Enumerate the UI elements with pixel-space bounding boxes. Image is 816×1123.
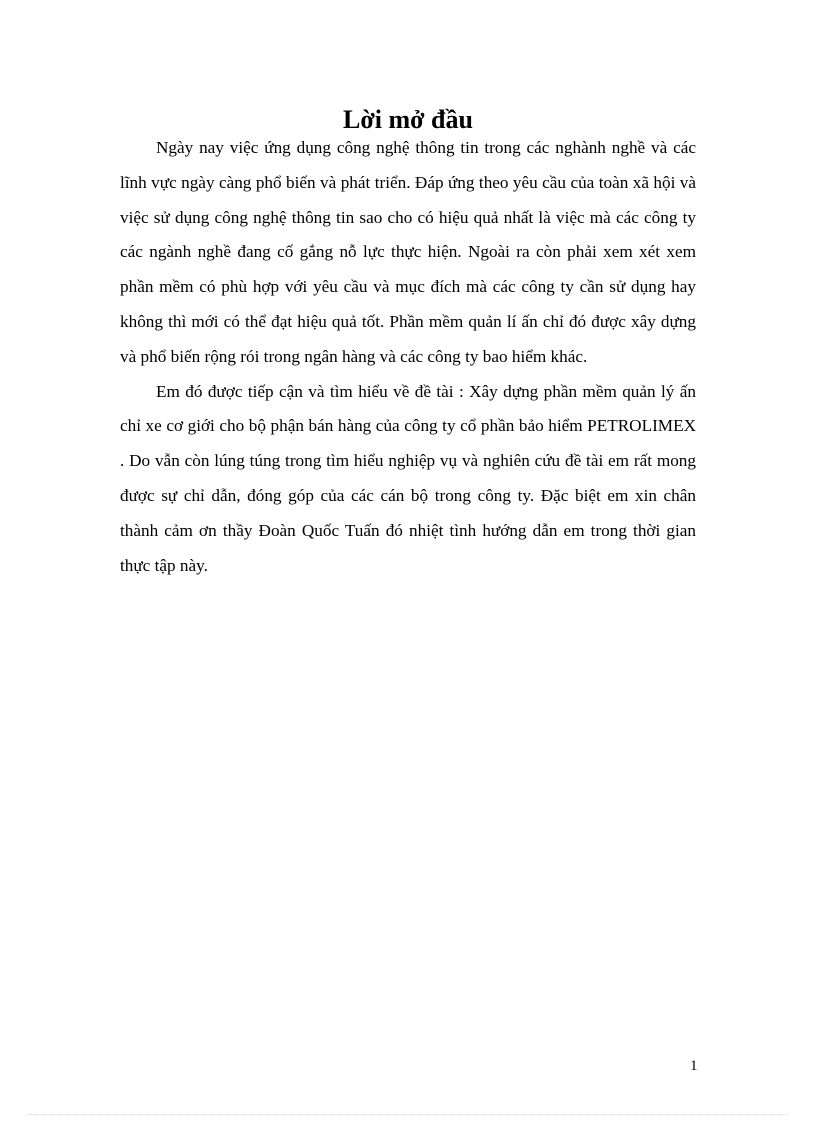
page-number: 1 (690, 1058, 698, 1074)
paragraph-topic: Em đó được tiếp cận và tìm hiểu về đề tài : Xây dựng phần mềm quản lý ấn chỉ xe cơ giới cho bộ phận bán hàng của công ty cổ phần bảo hiểm PETROLIMEX . Do vẫn còn lúng túng trong tìm hiểu nghiệp vụ và nghiên cứu đề tài em rất mong được sự chỉ dẫn, đóng góp của các cán bộ trong công ty. Đặc biệt em xin chân thành cảm ơn thầy Đoàn Quốc Tuấn đó nhiệt tình hướng dẫn em trong thời gian thực tập này. (120, 381, 696, 575)
footer-divider (28, 1114, 788, 1115)
page-title: Lời mở đầu (343, 105, 473, 134)
paragraph-intro: Ngày nay việc ứng dụng công nghệ thông tin trong các nghành nghề và các lĩnh vực ngày càng phổ biến và phát triển. Đáp ứng theo yêu cầu của toàn xã hội và việc sử dụng công nghệ thông tin sao cho có hiệu quả nhất là việc mà các công ty các ngành nghề đang cố gắng nỗ lực thực hiện. Ngoài ra còn phải xem xét xem phần mềm có phù hợp với yêu cầu và mục đích mà các công ty cần sử dụng hay không thì mới có thể đạt hiệu quả tốt. Phần mềm quản lí ấn chỉ đó được xây dựng và phổ biến rộng rói trong ngân hàng và các công ty bao hiểm khác. (120, 138, 696, 366)
document-body (120, 131, 696, 583)
